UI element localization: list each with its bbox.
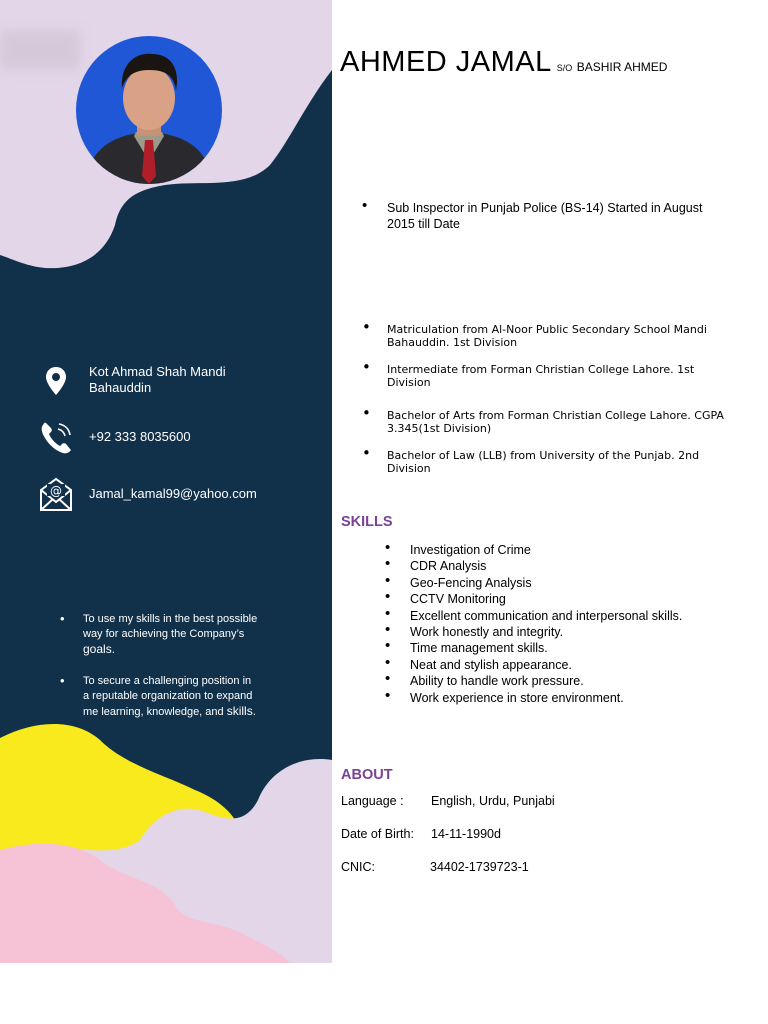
about-language-row [341,794,555,808]
education-item: • Bachelor of Arts from Forman Christian College Lahore. CGPA 3.345(1st Division) [387,409,727,435]
location-pin-icon [38,364,74,400]
cnic-label: CNIC: [341,860,376,874]
skill-item: • Investigation of Crime [410,542,750,558]
education-item: • Matriculation from Al-Noor Public Secondary School Mandi Bahauddin. 1st Division [387,323,727,349]
skill-item: • Excellent communication and interpersonal skills. [410,608,750,624]
skill-item: • CDR Analysis [410,558,750,574]
skills-heading: SKILLS [341,514,393,530]
about-dob-row [341,827,501,841]
about-heading: ABOUT [341,767,393,783]
skill-item: • Ability to handle work pressure. [410,673,750,689]
candidate-name: AHMED JAMAL [340,46,552,78]
profile-photo [76,36,222,184]
address-line2: Bahauddin [89,380,152,395]
skill-item: • Neat and stylish appearance. [410,657,750,673]
about-cnic-row [341,860,529,874]
objective-item: • To use my skills in the best possible way for achieving the Company’s goals. [60,612,260,658]
svg-text:@: @ [50,484,62,498]
skill-item: • Work experience in store environment. [410,690,750,706]
skill-item: • Geo-Fencing Analysis [410,575,750,591]
skills-list [410,542,750,706]
phone-icon [38,420,74,456]
so-prefix: S/O [556,63,573,73]
father-name: BASHIR AHMED [576,60,668,74]
skill-item: • CCTV Monitoring [410,591,750,607]
skill-item: • Work honestly and integrity. [410,624,750,640]
phone-number[interactable]: +92 333 8035600 [89,429,191,444]
cnic-value: 34402-1739723-1 [430,860,529,874]
blurred-tab [0,30,80,70]
address-text [89,364,226,396]
language-value: English, Urdu, Punjabi [431,794,555,808]
dob-label: Date of Birth: [341,827,414,841]
experience-list [387,200,727,232]
email-address[interactable]: Jamal_kamal99@yahoo.com [89,486,257,501]
main-content [332,0,768,1024]
sidebar [0,0,332,963]
objective-item: • To secure a challenging position in a reputable organization to expand me learning, knowledge, and skills. [60,674,260,720]
education-item: • Bachelor of Law (LLB) from University of the Punjab. 2nd Division [387,449,727,475]
experience-item: • Sub Inspector in Punjab Police (BS-14) Started in August 2015 till Date [387,200,727,232]
career-objectives [60,612,260,736]
education-list [387,323,727,489]
address-line1: Kot Ahmad Shah Mandi [89,364,226,379]
email-icon [38,476,74,512]
language-label: Language : [341,794,404,808]
dob-value: 14-11-1990d [431,827,501,841]
skill-item: • Time management skills. [410,640,750,656]
education-item: • Intermediate from Forman Christian College Lahore. 1st Division [387,363,727,389]
header [340,46,667,79]
